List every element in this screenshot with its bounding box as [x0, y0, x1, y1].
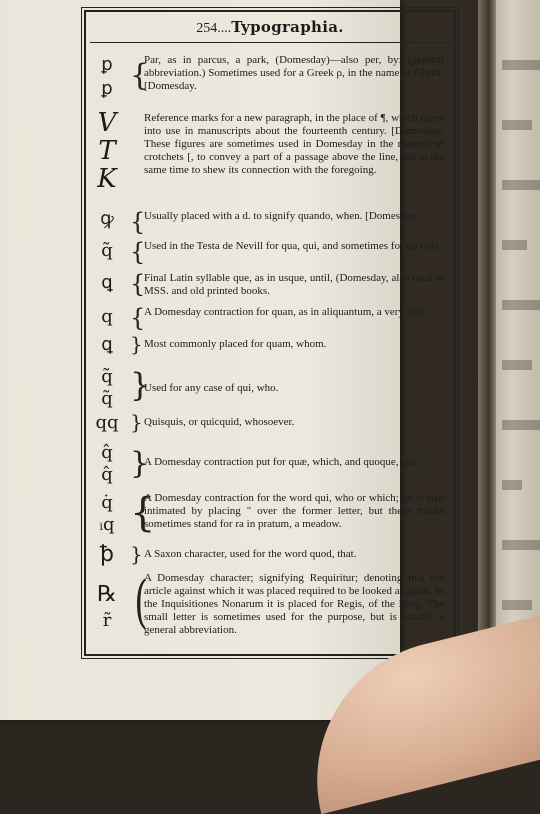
- brace: {: [130, 238, 146, 266]
- entry-text: Reference marks for a new paragraph, in the place of ¶, which came into use in manuscripts about the fourteenth century. [Domesday. These figures are sometimes used in Domesday in the manner of crotchets [, to convey a part of a passage above the line, but at the same time to shew its connection with the foregoing.: [144, 112, 444, 176]
- page-number: 254....: [196, 21, 232, 36]
- abbreviation-symbol: 𝑇: [98, 136, 116, 166]
- brace: {: [130, 270, 146, 298]
- abbreviation-symbol: q̂: [101, 464, 113, 485]
- header-rule: [90, 42, 450, 43]
- brace: }: [130, 332, 143, 356]
- entry-text: Par, as in parcus, a park, (Domesday)—also per, by: (general abbreviation.) Sometimes used for a Greek ρ, in the name of Christ. [Domesday.: [144, 54, 444, 92]
- abbreviation-symbol: 𝐾: [97, 164, 117, 194]
- abbreviation-symbol: ꝥ: [100, 542, 114, 567]
- brace: }: [130, 542, 143, 566]
- entry-text: Most commonly placed for quam, whom.: [144, 338, 327, 350]
- abbreviation-symbol: q̂: [101, 442, 113, 463]
- abbreviation-symbol: ꝑ: [101, 78, 113, 99]
- abbreviation-symbol: ꝗ: [101, 272, 113, 293]
- abbreviation-symbol: 𝑉: [97, 108, 117, 138]
- abbreviation-symbol: q̃: [101, 366, 113, 387]
- entry-text: A Saxon character, used for the word quod, that.: [144, 548, 357, 560]
- brace: (: [134, 570, 148, 635]
- entry-text: A Domesday contraction for the word qui, who or which; qu is also intimated by placing " over the former letter, but these marks sometimes stand for ra in pratum, a meadow.: [144, 492, 444, 530]
- abbreviation-symbol: ꝗ: [101, 334, 113, 355]
- brace: {: [130, 490, 156, 536]
- entry-text: Usually placed with a d. to signify quando, when. [Domesday.: [144, 210, 418, 222]
- facing-page: [494, 0, 540, 720]
- brace: {: [130, 208, 146, 236]
- brace: }: [130, 410, 143, 434]
- entry-text: Used in the Testa de Nevill for qua, qui, and sometimes for qu only.: [144, 240, 442, 252]
- brace: }: [130, 366, 151, 404]
- abbreviation-symbol: q: [101, 306, 113, 327]
- abbreviation-symbol: ᵢq: [99, 514, 115, 535]
- entry-text: A Domesday contraction for quan, as in aliquantum, a very little.: [144, 306, 430, 318]
- brace: {: [130, 58, 150, 93]
- book-gutter: [478, 0, 496, 720]
- abbreviation-symbol: r̃: [102, 610, 112, 631]
- brace: }: [130, 446, 150, 481]
- entry-text: Quisquis, or quicquid, whosoever.: [144, 416, 295, 428]
- abbreviation-symbol: ꝙ: [100, 208, 114, 229]
- abbreviation-symbol: q̃: [101, 388, 113, 409]
- entry-text: A Domesday character; signifying Requiritur; denoting that the article against which it was placed required to be looked at again. In the Inquisitiones Nonarum it is placed for Regis, of the King. The small letter is sometimes used for the purpose, but is usually a general abbreviation.: [144, 572, 444, 636]
- entry-text: Used for any case of qui, who.: [144, 382, 279, 394]
- page-header: [84, 18, 456, 37]
- entry-text: A Domesday contraction put for quæ, which, and quoque, also.: [144, 456, 422, 468]
- abbreviation-symbol: q̃: [101, 240, 113, 261]
- abbreviation-symbol: qq: [95, 412, 119, 433]
- abbreviation-symbol: q̇: [101, 492, 113, 513]
- page-title: Typographia.: [231, 18, 344, 36]
- brace: {: [130, 304, 146, 332]
- abbreviation-symbol: ꝑ: [101, 54, 113, 75]
- abbreviation-symbol: ℞: [97, 582, 117, 607]
- entry-text: Final Latin syllable que, as in usque, until, (Domesday, also used in MSS. and old printed books.: [144, 272, 444, 297]
